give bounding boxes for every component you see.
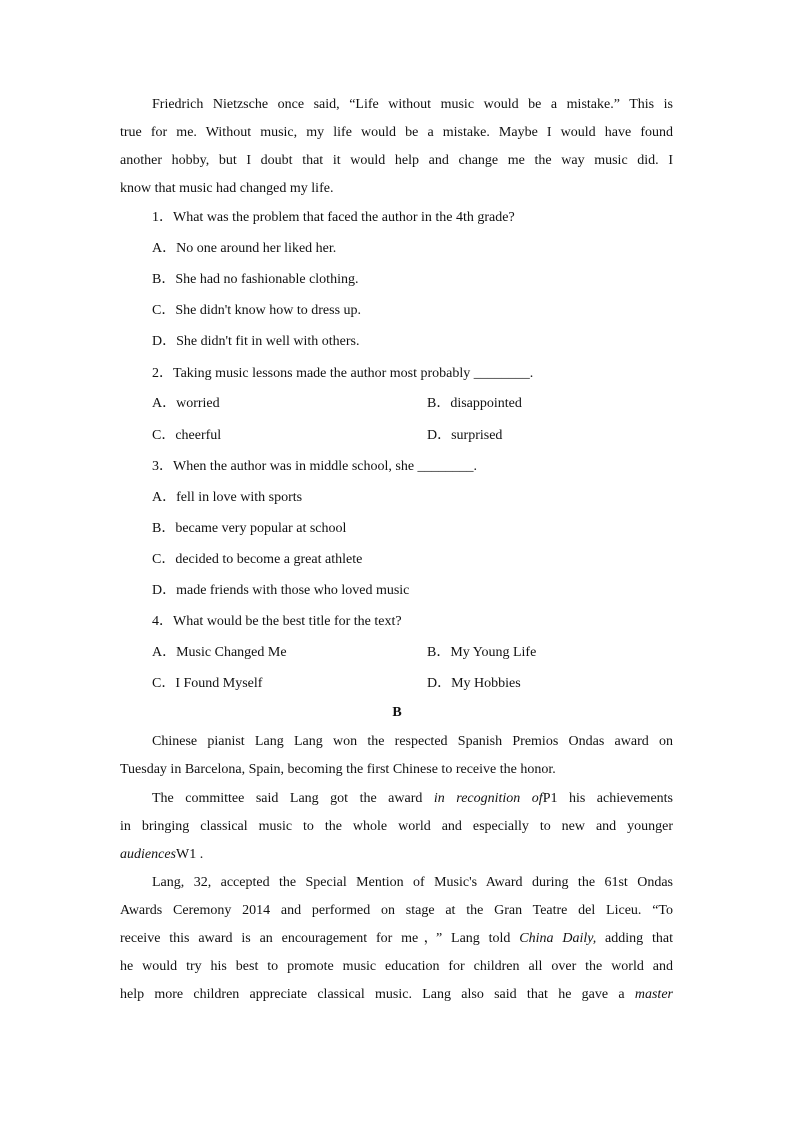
italic-phrase: in recognition of (433, 791, 543, 806)
question-3-option-b: B．became very popular at school (152, 521, 347, 536)
question-2-option-d: D．surprised (427, 428, 503, 443)
passage-b-paragraph-2 (120, 785, 673, 869)
text-line: Chinese pianist Lang Lang won the respected Spanish Premios Ondas award on (152, 734, 673, 749)
question-3-option-d: D．made friends with those who loved music (152, 583, 410, 598)
question-1-option-d: D．She didn't fit in well with others. (152, 334, 360, 349)
question-4-option-a: A．Music Changed Me (152, 645, 287, 660)
text-run: receive this award is an encouragement for me，” Lang told (120, 931, 520, 946)
question-2-option-c: C．cheerful (152, 428, 222, 443)
question-2-option-b: B．disappointed (427, 396, 522, 411)
question-3-stem: 3．When the author was in middle school, she ________. (152, 459, 478, 474)
italic-word: master (634, 987, 673, 1002)
text-run: P1 his achievements (542, 791, 673, 806)
text-run: The committee said Lang got the award (152, 791, 434, 806)
text-line: Friedrich Nietzsche once said, “Life without music would be a mistake.” This is (152, 97, 673, 112)
passage-b-paragraph-1 (120, 728, 673, 784)
text-line: he would try his best to promote music education for children all over the world and (120, 959, 673, 974)
text-line: Awards Ceremony 2014 and performed on stage at the Gran Teatre del Liceu. “To (120, 903, 673, 918)
question-4-option-b: B．My Young Life (427, 645, 537, 660)
text-line (120, 981, 673, 1009)
passage-a-ending (120, 91, 673, 203)
question-4-option-d: D．My Hobbies (427, 676, 521, 691)
question-3-option-c: C．decided to become a great athlete (152, 552, 363, 567)
section-heading: B (392, 705, 402, 720)
question-4-stem: 4．What would be the best title for the text? (152, 614, 402, 629)
passage-b-paragraph-3 (120, 869, 673, 1009)
text-line: Tuesday in Barcelona, Spain, becoming the first Chinese to receive the honor. (120, 762, 556, 777)
italic-word: audiences (120, 847, 176, 862)
text-line: Lang, 32, accepted the Special Mention of Music's Award during the 61st Ondas (152, 875, 673, 890)
italic-phrase: China Daily, (519, 931, 597, 946)
question-2-stem: 2．Taking music lessons made the author most probably ________. (152, 366, 534, 381)
text-line: true for me. Without music, my life would be a mistake. Maybe I would have found (120, 125, 673, 140)
question-2-option-a: A．worried (152, 396, 220, 411)
text-run: help more children appreciate classical music. Lang also said that he gave a (120, 987, 635, 1002)
question-1-option-c: C．She didn't know how to dress up. (152, 303, 362, 318)
text-line: know that music had changed my life. (120, 181, 334, 196)
text-line (120, 785, 673, 813)
text-line (120, 925, 673, 953)
question-3-option-a: A．fell in love with sports (152, 490, 303, 505)
text-line: another hobby, but I doubt that it would help and change me the way music did. I (120, 153, 673, 168)
text-run: adding that (596, 931, 673, 946)
text-line (120, 841, 673, 869)
question-1-stem: 1．What was the problem that faced the author in the 4th grade? (152, 210, 515, 225)
text-run: W1 . (175, 847, 204, 862)
question-4-option-c: C．I Found Myself (152, 676, 263, 691)
question-1-option-b: B．She had no fashionable clothing. (152, 272, 359, 287)
question-1-option-a: A．No one around her liked her. (152, 241, 337, 256)
text-line: in bringing classical music to the whole world and especially to new and younger (120, 819, 673, 834)
